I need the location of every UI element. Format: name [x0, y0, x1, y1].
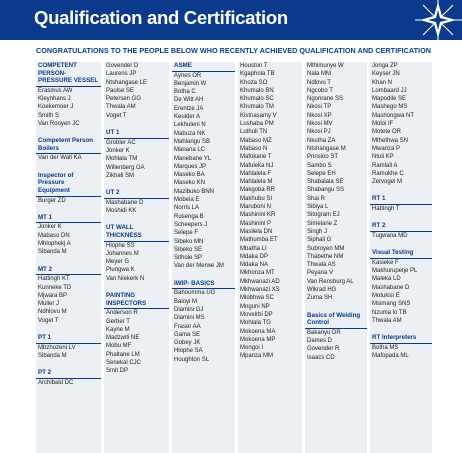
- group-heading: [36, 334, 101, 344]
- person-name: Mohlala TG: [240, 320, 271, 327]
- column-2: [104, 62, 169, 453]
- certification-group: [172, 62, 235, 271]
- person-name: Mdaka NA: [240, 262, 269, 269]
- person-name: Isaacs CD: [307, 354, 335, 361]
- certification-group: [370, 325, 432, 360]
- person-name: Mathumba ET: [240, 237, 278, 244]
- person-name: Norris LA: [174, 205, 200, 212]
- person-name: Selepe EH: [307, 170, 336, 177]
- person-name: Govender R: [307, 346, 340, 353]
- star-logo-icon: [415, 0, 462, 40]
- group-heading: [370, 195, 432, 205]
- person-name: Muller J: [38, 301, 60, 308]
- person-name: Gama SE: [174, 331, 201, 338]
- person-name: Houghton SL: [174, 356, 210, 363]
- certification-group: [238, 62, 302, 361]
- group-spacer: [104, 283, 169, 292]
- person-name: Archibald DC: [38, 379, 74, 386]
- person-name: Sitogram EJ: [307, 212, 340, 219]
- person-name: Hlophe SS: [106, 242, 135, 249]
- person-name: Movelrbi DP: [240, 311, 273, 318]
- group-heading: [104, 129, 169, 139]
- person-name: Manana LC: [174, 147, 206, 154]
- person-name: Mabaso DN: [38, 232, 70, 239]
- column-1: [36, 62, 101, 453]
- person-name: Gerber T: [106, 318, 130, 325]
- person-name: Ndhlovu M: [38, 309, 67, 316]
- person-name: Nkosi TP: [307, 104, 332, 111]
- person-name: Mthimunye W: [307, 63, 344, 69]
- certification-group: [36, 360, 101, 387]
- person-name: Voget T: [38, 317, 59, 324]
- person-name: Aynes OR: [174, 72, 202, 79]
- group-heading-line: MT 2: [38, 265, 53, 273]
- page-title: Qualification and Certification: [34, 7, 288, 28]
- group-spacer: [36, 325, 101, 334]
- person-name: Mabaso MZ: [240, 137, 272, 144]
- group-heading: [36, 172, 101, 197]
- group-heading: [36, 369, 101, 379]
- person-name: Thwala AS: [307, 262, 336, 269]
- group-heading-line: INSPECTORS: [106, 299, 147, 307]
- person-name: Mdaka DP: [240, 253, 269, 260]
- certification-group: [104, 120, 169, 180]
- person-name: Ndlovu T: [307, 79, 331, 86]
- person-name: Jonker K: [106, 147, 130, 154]
- certification-group: [305, 303, 367, 362]
- group-heading-line: Inspector of Pressure: [38, 171, 74, 187]
- person-name: Anderson R: [106, 310, 138, 317]
- person-name: Ramlall A: [372, 162, 398, 169]
- person-name: Shai R: [307, 195, 326, 202]
- person-name: Mhlophekj A: [38, 241, 71, 248]
- person-name: Van Niekerk N: [106, 275, 145, 282]
- group-heading-line: COMPETENT PERSON-: [38, 62, 77, 77]
- certification-group: [370, 62, 432, 186]
- congratulations-subtitle: CONGRATULATIONS TO THE PEOPLE BELOW WHO RECENTLY ACHIEVED QUALIFICATION AND CERTIFICATION: [36, 46, 431, 55]
- person-name: Van Rensburg AL: [307, 278, 354, 285]
- group-heading: [172, 62, 235, 72]
- person-name: Erentze JA: [174, 105, 204, 112]
- group-spacer: [370, 325, 432, 334]
- person-name: Makgoba RR: [240, 187, 276, 194]
- group-heading: [104, 224, 169, 241]
- person-name: Lombaard JJ: [372, 87, 407, 94]
- person-name: Van der Merwe JM: [174, 263, 224, 270]
- person-name: Thabethe NM: [307, 253, 344, 260]
- person-name: Khumalo SC: [240, 96, 274, 103]
- person-name: Willenberg GA: [106, 164, 145, 171]
- person-name: Mthethwa SN: [372, 137, 409, 144]
- person-name: Kasieke F: [372, 259, 399, 266]
- group-spacer: [104, 120, 169, 129]
- person-name: Khumalo BN: [240, 87, 274, 94]
- person-name: Lekhuleni N: [174, 122, 206, 129]
- person-name: Erasmus AW: [38, 87, 73, 94]
- person-name: Burger ZD: [38, 197, 66, 204]
- certification-group: [36, 257, 101, 325]
- group-heading-line: PRESSURE VESSEL: [38, 77, 99, 85]
- certification-group: [305, 62, 367, 303]
- person-name: Motete OR: [372, 129, 402, 136]
- person-name: Mafuleka NJ: [240, 162, 274, 169]
- group-heading-line: Equipment: [38, 186, 70, 194]
- person-name: Bakanyu DR: [307, 329, 341, 336]
- person-name: Moloi IF: [372, 121, 394, 128]
- person-name: Moshidi KK: [106, 208, 137, 215]
- person-name: Ngcobo T: [307, 87, 333, 94]
- person-name: Mobu MF: [106, 343, 132, 350]
- group-heading: [370, 249, 432, 259]
- person-name: Manebane YL: [174, 155, 212, 162]
- group-heading-line: PT 1: [38, 333, 52, 341]
- person-name: Mpanza MM: [240, 353, 274, 360]
- person-name: Smith S: [38, 112, 60, 119]
- group-heading-line: Visual Testing: [372, 249, 414, 257]
- person-name: Mashongwa NT: [372, 112, 415, 119]
- person-name: Mjwara BP: [38, 292, 68, 299]
- group-spacer: [104, 180, 169, 189]
- certification-group: [104, 180, 169, 215]
- group-spacer: [305, 303, 367, 312]
- person-name: Tugwana MD: [372, 232, 408, 239]
- group-heading-line: Competent Person: [38, 137, 94, 145]
- person-name: Mkhwanazi XS: [240, 287, 280, 294]
- group-spacer: [370, 186, 432, 195]
- person-name: Wikrad HG: [307, 287, 337, 294]
- certification-group: [36, 163, 101, 205]
- person-name: Senekal CJC: [106, 359, 142, 366]
- certification-group: [36, 325, 101, 360]
- group-spacer: [36, 205, 101, 214]
- person-name: Mwanza P: [372, 145, 401, 152]
- person-name: Mashinini KR: [240, 212, 276, 219]
- person-name: Kgaphola TB: [240, 71, 275, 78]
- person-name: Thwala AM: [106, 104, 136, 111]
- person-name: Keulder A: [174, 114, 201, 121]
- group-spacer: [104, 215, 169, 224]
- group-heading-line: Control: [307, 319, 329, 327]
- person-name: Phaltane LM: [106, 351, 140, 358]
- group-heading: [36, 214, 101, 224]
- person-name: Keyser JN: [372, 71, 400, 78]
- group-heading-line: PAINTING: [106, 292, 136, 300]
- names-columns: [0, 62, 462, 453]
- person-name: Nzuma lo TB: [372, 309, 407, 316]
- person-name: Mashinini P: [240, 220, 272, 227]
- person-name: Voget T: [106, 112, 127, 119]
- group-heading: [36, 62, 101, 87]
- person-name: Bahoumma UG: [174, 290, 216, 297]
- person-name: Kunneke TD: [38, 284, 72, 291]
- person-name: Dlamini GJ: [174, 306, 204, 313]
- group-heading-line: UT 2: [106, 189, 120, 197]
- person-name: Mnguni NP: [240, 303, 270, 310]
- person-name: Khan N: [372, 79, 393, 86]
- person-name: Ramukhe C: [372, 170, 404, 177]
- person-name: Hlophe SA: [174, 348, 203, 355]
- person-name: Singh J: [307, 228, 328, 235]
- person-name: Prinsloo ST: [307, 154, 339, 161]
- group-heading: [305, 312, 367, 329]
- person-name: Johannes M: [106, 250, 139, 257]
- person-name: Ntshangase LE: [106, 79, 148, 86]
- person-name: Selepe F: [174, 230, 199, 237]
- group-spacer: [370, 240, 432, 249]
- person-name: Mapodile SE: [372, 96, 407, 103]
- person-name: Nkosi XP: [307, 112, 332, 119]
- person-name: Mahlangu SB: [174, 138, 211, 145]
- person-name: Mongoi I: [240, 345, 264, 352]
- person-name: Jonker K: [38, 224, 62, 231]
- person-name: Van der Walt KA: [38, 155, 82, 162]
- person-name: Kleynhans J: [38, 96, 71, 103]
- group-heading-line: IWIP- BASICS: [174, 279, 215, 287]
- column-5: [305, 62, 367, 453]
- person-name: Grobler AC: [106, 139, 136, 146]
- person-name: Maruboni N: [240, 204, 272, 211]
- certification-group: [370, 213, 432, 240]
- person-name: Msimang SNS: [372, 301, 411, 308]
- certification-group: [370, 240, 432, 325]
- group-heading: [36, 137, 101, 154]
- person-name: Benjamin W: [174, 80, 207, 87]
- person-name: Mabaso N: [240, 145, 268, 152]
- person-name: Mafopada ML: [372, 353, 409, 360]
- person-name: Subroyen MM: [307, 245, 345, 252]
- person-name: Plungwa K: [106, 267, 135, 274]
- person-name: Meyer G: [106, 259, 130, 266]
- person-name: Zervogel M: [372, 179, 403, 186]
- person-name: Madzwiti NE: [106, 335, 140, 342]
- person-name: Kistnasamy V: [240, 112, 277, 119]
- person-name: Botha C: [174, 89, 196, 96]
- person-name: Shabalala SE: [307, 179, 344, 186]
- person-name: Sibeko MN: [174, 238, 204, 245]
- group-heading: [104, 292, 169, 309]
- person-name: Mahlalela M: [240, 179, 273, 186]
- person-name: Govender D: [106, 63, 139, 69]
- person-name: Mlobhwa SC: [240, 295, 275, 302]
- group-heading-line: Boilers: [38, 144, 59, 152]
- certification-group: [104, 283, 169, 376]
- group-heading-line: RT Interpreters: [372, 334, 417, 342]
- person-name: Mbatha LI: [240, 245, 267, 252]
- person-name: Thwala AM: [372, 317, 402, 324]
- person-name: Lushaba PM: [240, 121, 274, 128]
- person-name: Ngonrane SS: [307, 96, 344, 103]
- person-name: Peyana V: [307, 270, 334, 277]
- person-name: Houston T: [240, 63, 268, 69]
- person-name: Laurens JP: [106, 71, 137, 78]
- person-name: Sibiya L: [307, 204, 329, 211]
- person-name: Kayne M: [106, 326, 130, 333]
- group-heading: [370, 334, 432, 344]
- person-name: Marques JP: [174, 163, 207, 170]
- group-spacer: [36, 360, 101, 369]
- group-heading-line: RT 2: [372, 222, 386, 230]
- person-name: Paulse SE: [106, 87, 135, 94]
- certification-group: [36, 128, 101, 162]
- person-name: Sambo S: [307, 162, 332, 169]
- person-name: Zuma SH: [307, 295, 333, 302]
- person-name: Ntshangase M: [307, 145, 346, 152]
- person-name: De Witt AH: [174, 97, 204, 104]
- certification-group: [104, 62, 169, 120]
- group-heading: [172, 280, 235, 290]
- person-name: Makhubu SI: [240, 195, 273, 202]
- header-banner: [0, 0, 462, 40]
- group-heading: [36, 266, 101, 276]
- group-spacer: [36, 128, 101, 137]
- person-name: Mbzhozeni LV: [38, 344, 76, 351]
- group-spacer: [36, 257, 101, 266]
- person-name: Mahlalela F: [240, 170, 272, 177]
- person-name: Maseko BA: [174, 172, 205, 179]
- person-name: Gobey JK: [174, 340, 201, 347]
- person-name: Mohlala TM: [106, 156, 138, 163]
- person-name: Rusenga B: [174, 213, 204, 220]
- person-name: Fraser AA: [174, 323, 201, 330]
- person-name: Scheepers J: [174, 221, 208, 228]
- certification-group: [104, 215, 169, 283]
- person-name: Mokoena MA: [240, 328, 276, 335]
- certification-group: [36, 205, 101, 257]
- person-name: Khoza SO: [240, 79, 268, 86]
- certification-group: [36, 62, 101, 128]
- group-heading-line: RT 1: [372, 195, 386, 203]
- person-name: Siphali G: [307, 237, 332, 244]
- group-heading-line: MT 1: [38, 213, 53, 221]
- person-name: Mabuza NK: [174, 130, 206, 137]
- person-name: Mkhonza MT: [240, 270, 275, 277]
- group-heading-line: UT WALL THICKNESS: [106, 224, 142, 239]
- person-name: Mashego MS: [372, 104, 408, 111]
- group-spacer: [370, 213, 432, 222]
- person-name: Masilela DN: [240, 228, 273, 235]
- group-heading: [370, 222, 432, 232]
- person-name: Motukisi E: [372, 293, 400, 300]
- person-name: Zikhali SM: [106, 172, 135, 179]
- person-name: Baloyi M: [174, 298, 198, 305]
- person-name: Hattingh KT: [38, 276, 70, 283]
- group-heading-line: ASME: [174, 62, 192, 69]
- person-name: Jonga ZP: [372, 63, 398, 69]
- person-name: Dlamini MS: [174, 315, 205, 322]
- person-name: Nkutha ZA: [307, 137, 336, 144]
- person-name: Khumalo TM: [240, 104, 274, 111]
- column-3: [172, 62, 235, 453]
- person-name: Nkosi PJ: [307, 129, 331, 136]
- group-heading-line: UT 1: [106, 129, 120, 137]
- person-name: Dames D: [307, 338, 333, 345]
- group-spacer: [36, 163, 101, 172]
- person-name: Makhurupetje PL: [372, 268, 418, 275]
- person-name: Maleka LD: [372, 276, 401, 283]
- group-spacer: [172, 271, 235, 280]
- person-name: Petersen GG: [106, 96, 142, 103]
- column-4: [238, 62, 302, 453]
- person-name: Koekemoer J: [38, 104, 74, 111]
- certification-group: [370, 186, 432, 213]
- group-heading: [104, 189, 169, 199]
- group-heading-line: Basics of Welding: [307, 311, 361, 319]
- person-name: Simelane Z: [307, 220, 338, 227]
- person-name: Ntuli KP: [372, 154, 394, 161]
- person-name: Mobela E: [174, 197, 200, 204]
- person-name: Sibanda M: [38, 352, 67, 359]
- group-heading-line: PT 2: [38, 369, 52, 377]
- person-name: Nkosi MV: [307, 121, 333, 128]
- person-name: Mkhwanazi AD: [240, 278, 280, 285]
- person-name: Mashabane D: [372, 284, 410, 291]
- person-name: Maseko KN: [174, 180, 206, 187]
- person-name: Mafokane T: [240, 154, 272, 161]
- person-name: Mazibuko BNN: [174, 188, 215, 195]
- person-name: Hattingh T: [372, 206, 400, 213]
- person-name: Mashabane D: [106, 199, 144, 206]
- person-name: Luthuli TN: [240, 129, 268, 136]
- person-name: Mokoena MP: [240, 336, 276, 343]
- certification-group: [172, 271, 235, 364]
- person-name: Sibanda M: [38, 249, 67, 256]
- person-name: Nala MM: [307, 71, 332, 78]
- column-6: [370, 62, 432, 453]
- person-name: Van Rooyen JC: [38, 120, 80, 127]
- person-name: Botha MS: [372, 344, 399, 351]
- person-name: Sithole SP: [174, 255, 203, 262]
- person-name: Smit DP: [106, 368, 129, 375]
- person-name: Sibeko SE: [174, 246, 203, 253]
- person-name: Shabangu SS: [307, 187, 345, 194]
